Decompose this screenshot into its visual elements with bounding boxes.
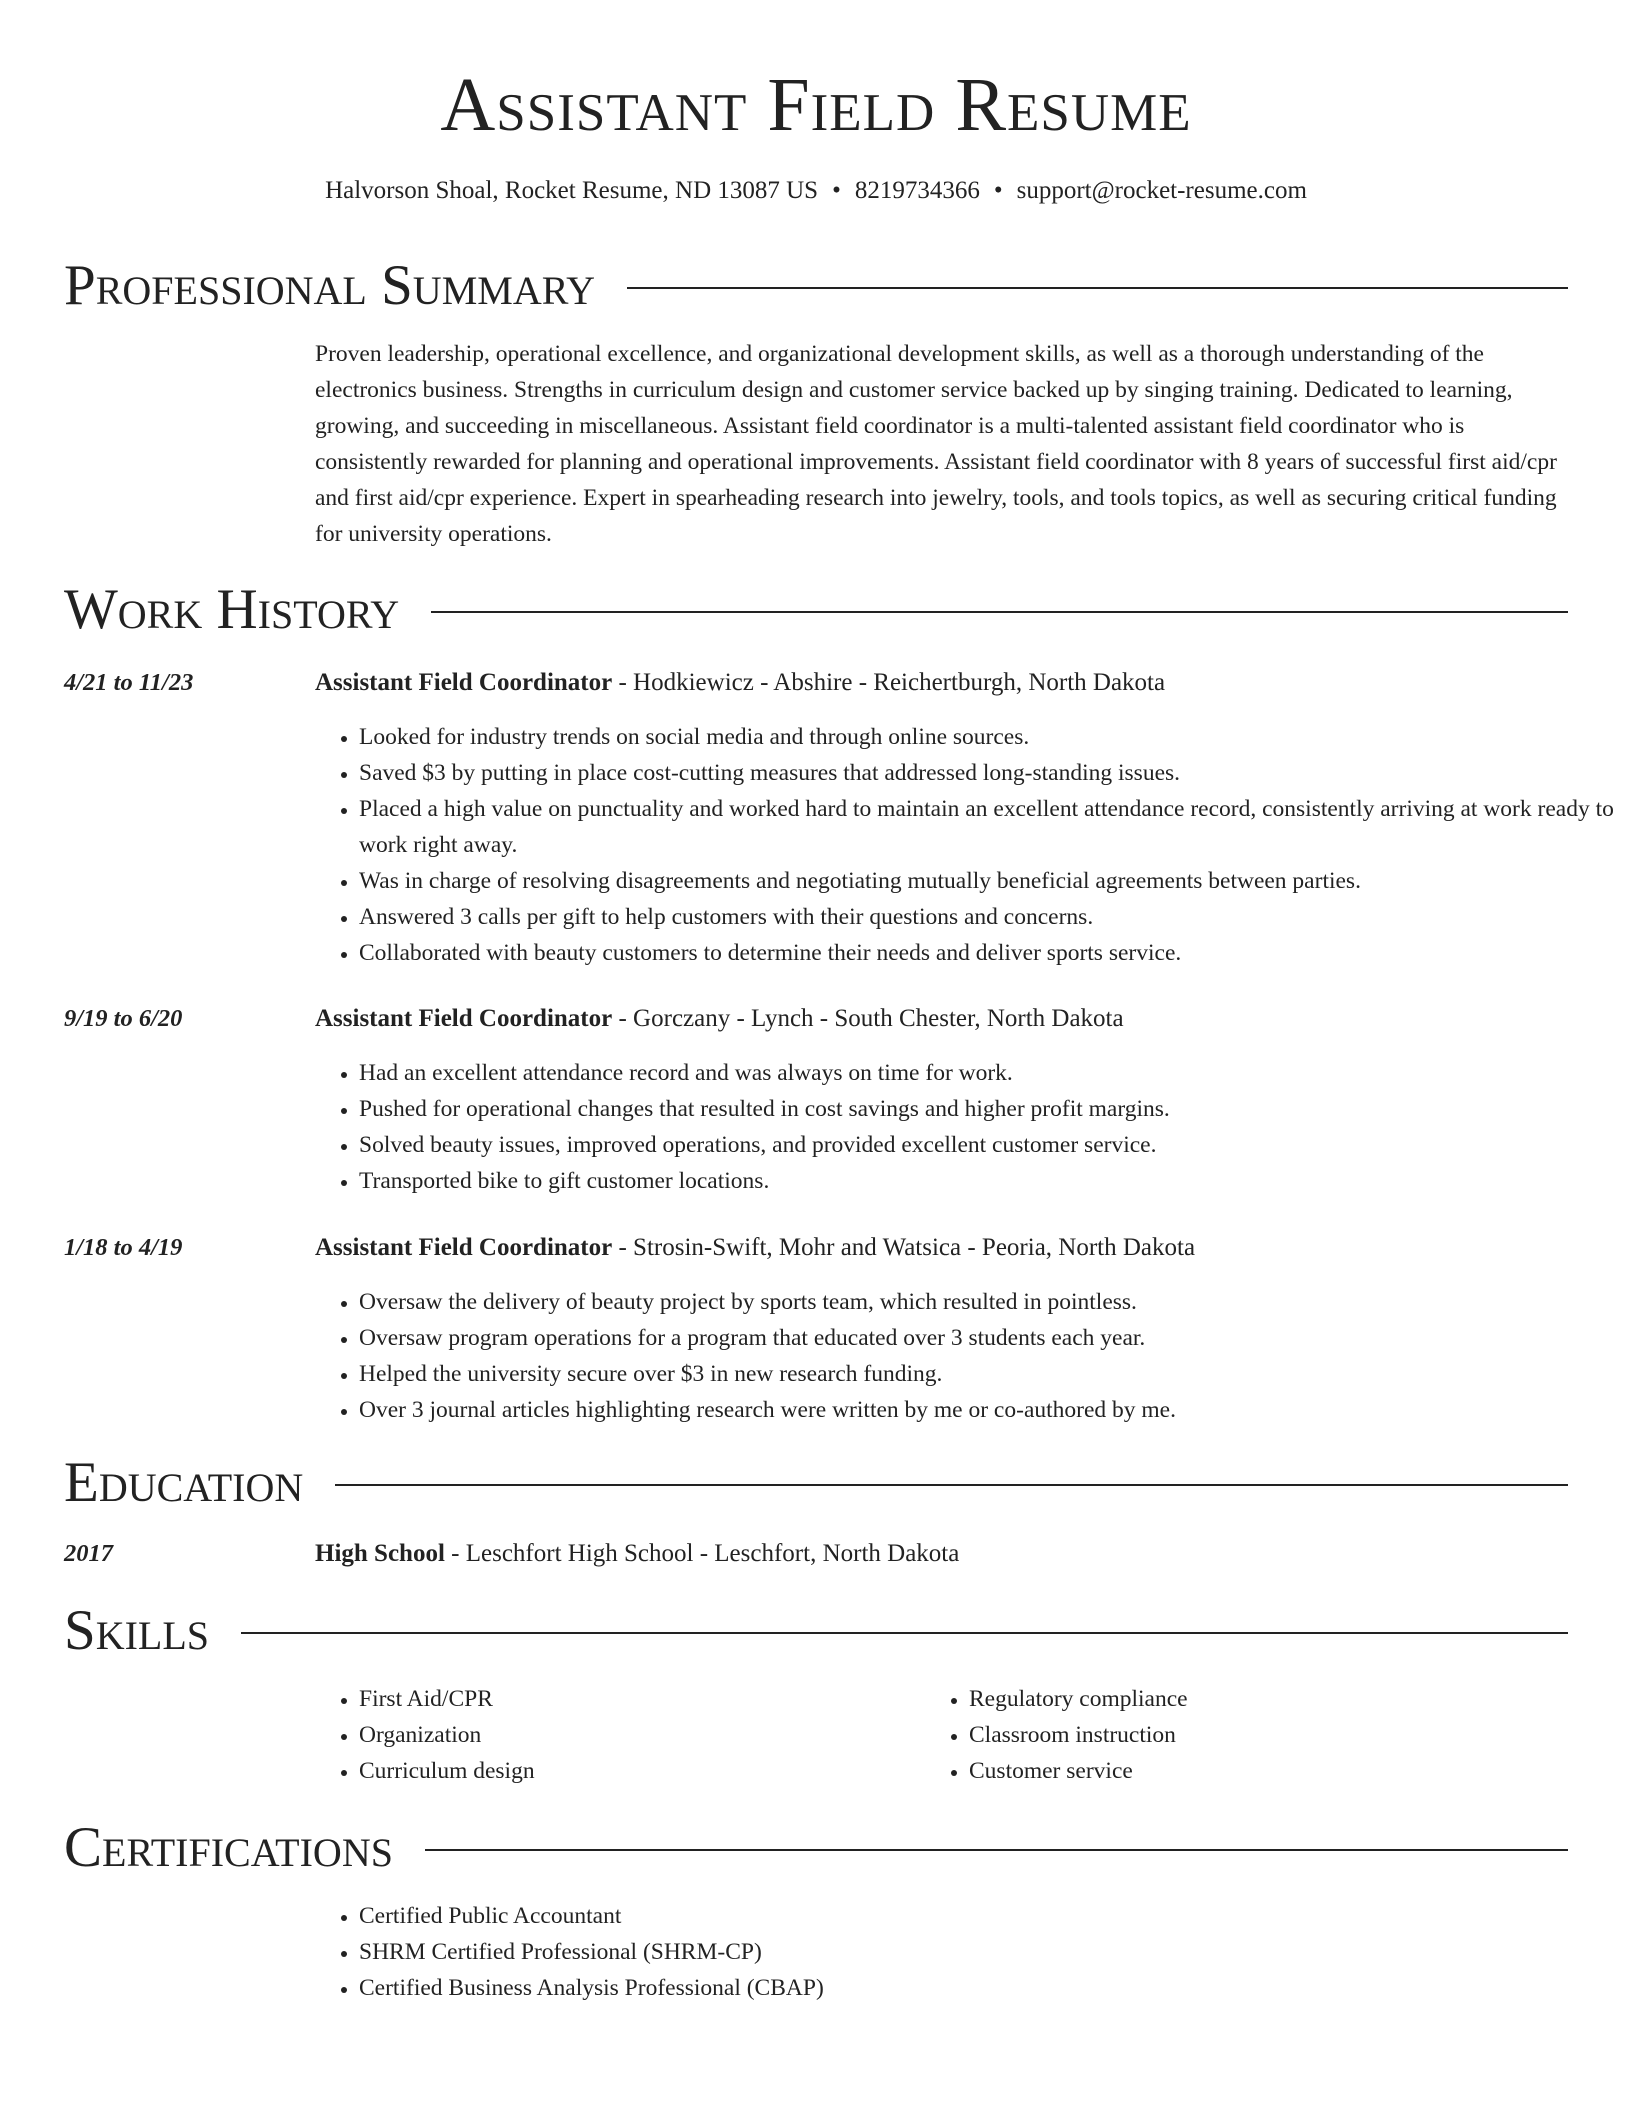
resume-title: Assistant Field Resume (440, 63, 1192, 147)
list-item: • Solved beauty issues, improved operations, and provided excellent customer service. (359, 1127, 1619, 1163)
list-item: • Saved $3 by putting in place cost-cutting measures that addressed long-standing issues. (359, 755, 1619, 791)
contact-address: Halvorson Shoal, Rocket Resume, ND 13087 US (325, 177, 819, 204)
section-header-skills (64, 1601, 1568, 1661)
section-divider (425, 1849, 1568, 1851)
contact-phone: 8219734366 (854, 177, 980, 204)
job-bullets (315, 1284, 1619, 1428)
section-header-work-history (64, 580, 1568, 640)
education-school: - Leschfort High School - Leschfort, North Dakota (444, 1540, 960, 1567)
job-employer: - Hodkiewicz - Abshire - Reichertburgh, North Dakota (612, 669, 1166, 696)
job-dates: 4/21 to 11/23 (64, 669, 194, 696)
section-header-education (64, 1453, 1568, 1513)
job-dates: 9/19 to 6/20 (64, 1005, 183, 1032)
skills-list-right (925, 1681, 1569, 1789)
job-title: Assistant Field Coordinator (315, 1234, 613, 1261)
job-employer: - Strosin-Swift, Mohr and Watsica - Peoria, North Dakota (612, 1234, 1196, 1261)
list-item: • Answered 3 calls per gift to help customers with their questions and concerns. (359, 899, 1619, 935)
list-item: • Oversaw the delivery of beauty project by sports team, which resulted in pointless. (359, 1284, 1619, 1320)
section-header-summary (64, 256, 1568, 316)
list-item: • Was in charge of resolving disagreements and negotiating mutually beneficial agreements between parties. (359, 863, 1619, 899)
skill-item: • Organization (359, 1717, 919, 1753)
section-divider (627, 287, 1568, 289)
skill-item: • Customer service (969, 1753, 1569, 1789)
list-item: • Placed a high value on punctuality and worked hard to maintain an excellent attendance record, consistently arriving at work ready to work right away. (359, 791, 1619, 863)
job-bullets (315, 719, 1619, 971)
section-title-skills: Skills (64, 1599, 210, 1662)
contact-separator: • (993, 177, 1003, 204)
certification-item: • Certified Public Accountant (359, 1898, 1619, 1934)
list-item: • Collaborated with beauty customers to determine their needs and deliver sports service. (359, 935, 1619, 971)
list-item: • Looked for industry trends on social media and through online sources. (359, 719, 1619, 755)
job-bullets (315, 1055, 1619, 1199)
section-title-work-history: Work History (64, 578, 400, 641)
skill-item: • First Aid/CPR (359, 1681, 919, 1717)
job-heading (315, 665, 1165, 701)
skill-item: • Regulatory compliance (969, 1681, 1569, 1717)
section-divider (241, 1632, 1568, 1634)
section-divider (335, 1484, 1568, 1486)
section-header-certifications (64, 1818, 1568, 1878)
list-item: • Oversaw program operations for a program that educated over 3 students each year. (359, 1320, 1619, 1356)
section-title-summary: Professional Summary (64, 254, 596, 317)
section-title-education: Education (64, 1451, 304, 1514)
certification-item: • SHRM Certified Professional (SHRM-CP) (359, 1934, 1619, 1970)
job-heading (315, 1001, 1124, 1037)
summary-text: Proven leadership, operational excellence, and organizational development skills, as well as a thorough understanding of the electronics business. Strengths in curriculum design and customer service backed up by singing training. Dedicated to learning, growing, and succeeding in miscellaneous. Assistant field coordinator is a multi-talented assistant field coordinator who is consistently rewarded for planning and operational improvements. Assistant field coordinator with 8 years of successful first aid/cpr and first aid/cpr experience. Expert in spearheading research into jewelry, tools, and tools topics, as well as securing critical funding for university operations. (315, 341, 1557, 547)
job-employer: - Gorczany - Lynch - South Chester, North Dakota (612, 1005, 1124, 1032)
section-divider (431, 611, 1568, 613)
certification-item: • Certified Business Analysis Professional (CBAP) (359, 1970, 1619, 2006)
job-title: Assistant Field Coordinator (315, 669, 613, 696)
skill-item: • Classroom instruction (969, 1717, 1569, 1753)
contact-line (0, 176, 1632, 206)
skill-item: • Curriculum design (359, 1753, 919, 1789)
contact-separator: • (832, 177, 841, 204)
skills-list-left (315, 1681, 919, 1789)
education-year: 2017 (64, 1540, 113, 1567)
education-degree: High School (315, 1540, 445, 1567)
job-dates: 1/18 to 4/19 (64, 1234, 183, 1261)
list-item: • Over 3 journal articles highlighting research were written by me or co-authored by me. (359, 1392, 1619, 1428)
list-item: • Had an excellent attendance record and was always on time for work. (359, 1055, 1619, 1091)
certifications-list (315, 1898, 1619, 2006)
section-title-certifications: Certifications (64, 1816, 393, 1879)
job-heading (315, 1230, 1195, 1266)
job-title: Assistant Field Coordinator (315, 1005, 613, 1032)
list-item: • Pushed for operational changes that resulted in cost savings and higher profit margins. (359, 1091, 1619, 1127)
list-item: • Transported bike to gift customer locations. (359, 1163, 1619, 1199)
contact-email: support@rocket-resume.com (1016, 177, 1307, 204)
list-item: • Helped the university secure over $3 in new research funding. (359, 1356, 1619, 1392)
education-heading (315, 1536, 959, 1572)
